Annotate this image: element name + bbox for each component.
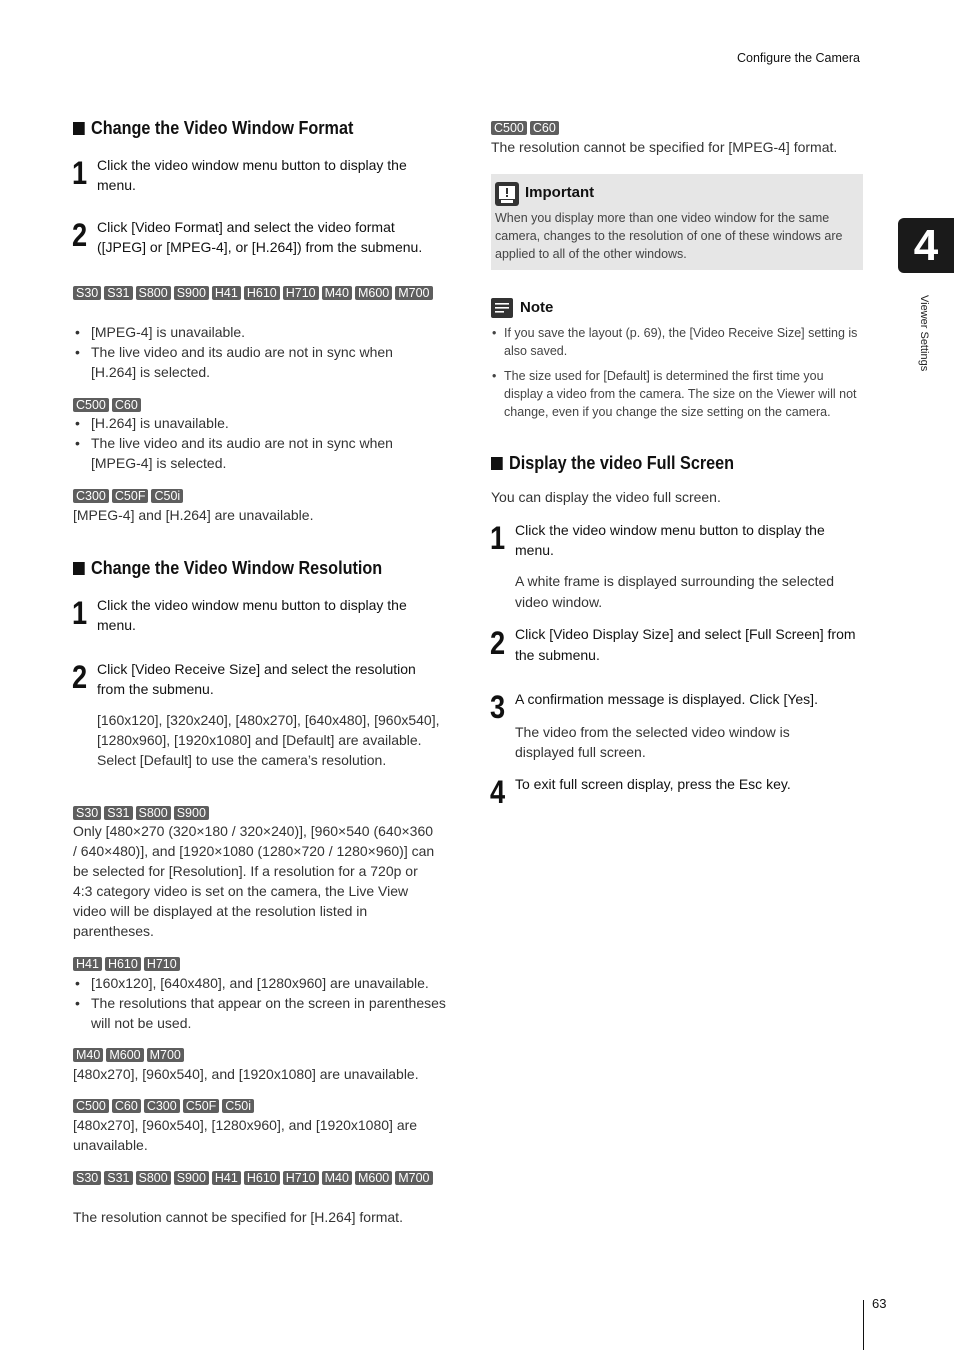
model-tags — [73, 1099, 254, 1113]
model-tag: M40 — [73, 1048, 103, 1062]
model-tag: S30 — [73, 806, 101, 820]
model-tag: S800 — [136, 806, 171, 820]
model-tag: S31 — [104, 286, 132, 300]
model-tag: H41 — [212, 286, 241, 300]
step-text: Click [Video Display Size] and select [Full Screen] from the submenu. — [515, 626, 856, 663]
list-item: • If you save the layout (p. 69), the [Video Receive Size] setting is also saved. — [490, 324, 863, 360]
square-bullet-icon — [73, 122, 85, 135]
model-tag: S31 — [104, 806, 132, 820]
model-note: [480x270], [960x540], and [1920x1080] are unavailable. — [73, 1066, 419, 1082]
section-intro: You can display the video full screen. — [491, 489, 721, 505]
model-tag: M700 — [147, 1048, 184, 1062]
step-text: Click [Video Format] and select the video format ([JPEG] or [MPEG-4], or [H.264]) from the submenu. — [97, 219, 423, 255]
model-tag: C50i — [222, 1099, 254, 1113]
list-item: • [H.264] is unavailable. — [73, 413, 433, 433]
model-tag: S900 — [174, 286, 209, 300]
chapter-tab: 4 — [898, 218, 954, 273]
model-tag: C300 — [73, 489, 109, 503]
section-heading-resolution — [73, 558, 382, 579]
step-text: A confirmation message is displayed. Click [Yes]. — [515, 691, 818, 707]
model-tag: H610 — [244, 286, 280, 300]
model-note: [MPEG-4] and [H.264] are unavailable. — [73, 507, 314, 523]
running-header: Configure the Camera — [737, 51, 860, 65]
step-number: 4 — [490, 774, 506, 810]
model-tags — [73, 1171, 433, 1185]
note-icon — [491, 298, 513, 318]
model-tag: H710 — [283, 286, 319, 300]
step-number: 1 — [72, 595, 88, 631]
page-number-rule — [863, 1300, 864, 1350]
model-tag: C500 — [73, 398, 109, 412]
model-tags — [73, 806, 209, 820]
list-item: • The live video and its audio are not in sync when [MPEG-4] is selected. — [73, 433, 433, 473]
chapter-side-label: Viewer Settings — [918, 295, 930, 372]
square-bullet-icon — [73, 562, 85, 575]
step-detail: [160x120], [320x240], [480x270], [640x480], [960x540], [1280x960], [1920x1080] and [Default] are available. Select [Default] to use the camera’s resolution. — [97, 712, 440, 768]
model-tag: S900 — [174, 806, 209, 820]
model-tag: H41 — [73, 957, 102, 971]
step-number: 2 — [490, 625, 506, 661]
step-number: 1 — [72, 155, 88, 191]
model-tag: C500 — [73, 1099, 109, 1113]
note-list — [490, 324, 863, 421]
list-item: • The resolutions that appear on the screen in parentheses will not be used. — [73, 993, 448, 1033]
list-item: • The live video and its audio are not in sync when [H.264] is selected. — [73, 342, 433, 382]
model-tag: S31 — [104, 1171, 132, 1185]
model-tag: H610 — [244, 1171, 280, 1185]
model-tag: M700 — [395, 286, 432, 300]
model-tag: C300 — [144, 1099, 180, 1113]
model-tag: S800 — [136, 286, 171, 300]
model-note: The resolution cannot be specified for [MPEG-4] format. — [491, 139, 838, 155]
model-tag: M600 — [355, 1171, 392, 1185]
step-detail: The video from the selected video window is displayed full screen. — [515, 724, 790, 760]
model-tags — [73, 957, 180, 971]
square-bullet-icon — [491, 457, 503, 470]
model-tag: C50i — [151, 489, 183, 503]
important-title: Important — [525, 184, 595, 201]
model-tag: M40 — [322, 1171, 352, 1185]
model-note: Only [480×270 (320×180 / 320×240)], [960×540 (640×360 / 640×480)], and [1920×1080 (1280×720 / 1280×960)] can be selected for [Resolution]. If a resolution for a 720p or 4:3 category video is set on the camera, the Live View video will be displayed at the resolution listed in parentheses. — [73, 823, 435, 939]
model-tag: C50F — [112, 489, 149, 503]
model-tag: C500 — [491, 121, 527, 135]
model-tag: M600 — [355, 286, 392, 300]
step-number: 3 — [490, 689, 506, 725]
model-tag: C60 — [112, 398, 141, 412]
model-tags — [491, 121, 559, 135]
important-text: When you display more than one video window for the same camera, changes to the resolution of one of these windows are applied to all of the other windows. — [495, 211, 843, 261]
step-number: 2 — [72, 659, 88, 695]
model-tag: M600 — [106, 1048, 143, 1062]
model-tag: H710 — [144, 957, 180, 971]
step-text: Click [Video Receive Size] and select the resolution from the submenu. — [97, 661, 416, 697]
model-tag: S800 — [136, 1171, 171, 1185]
section-title: Display the video Full Screen — [509, 453, 735, 473]
step-number: 1 — [490, 520, 506, 556]
bullet-list — [73, 413, 433, 473]
step-text: Click the video window menu button to display the menu. — [97, 597, 407, 633]
model-tag: C50F — [183, 1099, 220, 1113]
model-note: The resolution cannot be specified for [H.264] format. — [73, 1209, 403, 1225]
bullet-list — [73, 322, 433, 382]
model-tag: S30 — [73, 286, 101, 300]
model-note: [480x270], [960x540], [1280x960], and [1920x1080] are unavailable. — [73, 1117, 418, 1153]
step-number: 2 — [72, 217, 88, 253]
list-item: • The size used for [Default] is determined the first time you display a video from the camera. The size on the Viewer will not change, even if you change the size setting on the camera. — [490, 367, 863, 421]
important-icon — [495, 182, 519, 206]
note-title: Note — [520, 299, 554, 316]
section-title: Change the Video Window Resolution — [91, 558, 383, 578]
list-item: • [160x120], [640x480], and [1280x960] are unavailable. — [73, 973, 448, 993]
model-tag: H610 — [105, 957, 141, 971]
model-tag: S30 — [73, 1171, 101, 1185]
model-tags — [73, 489, 183, 503]
section-heading-fullscreen — [491, 453, 734, 474]
model-tag: C60 — [112, 1099, 141, 1113]
page-number: 63 — [872, 1296, 887, 1311]
section-heading-format — [73, 118, 353, 139]
model-tag: M40 — [322, 286, 352, 300]
step-text: To exit full screen display, press the Esc key. — [515, 776, 791, 792]
list-item: • [MPEG-4] is unavailable. — [73, 322, 433, 342]
bullet-list — [73, 973, 448, 1033]
model-tags — [73, 286, 433, 300]
model-tag: S900 — [174, 1171, 209, 1185]
step-detail: A white frame is displayed surrounding the selected video window. — [515, 573, 835, 610]
model-tag: H710 — [283, 1171, 319, 1185]
section-title: Change the Video Window Format — [91, 118, 354, 138]
model-tag: M700 — [395, 1171, 432, 1185]
model-tags — [73, 398, 141, 412]
model-tag: H41 — [212, 1171, 241, 1185]
model-tags — [73, 1048, 184, 1062]
model-tag: C60 — [530, 121, 559, 135]
step-text: Click the video window menu button to display the menu. — [515, 522, 825, 558]
step-text: Click the video window menu button to display the menu. — [97, 157, 407, 193]
